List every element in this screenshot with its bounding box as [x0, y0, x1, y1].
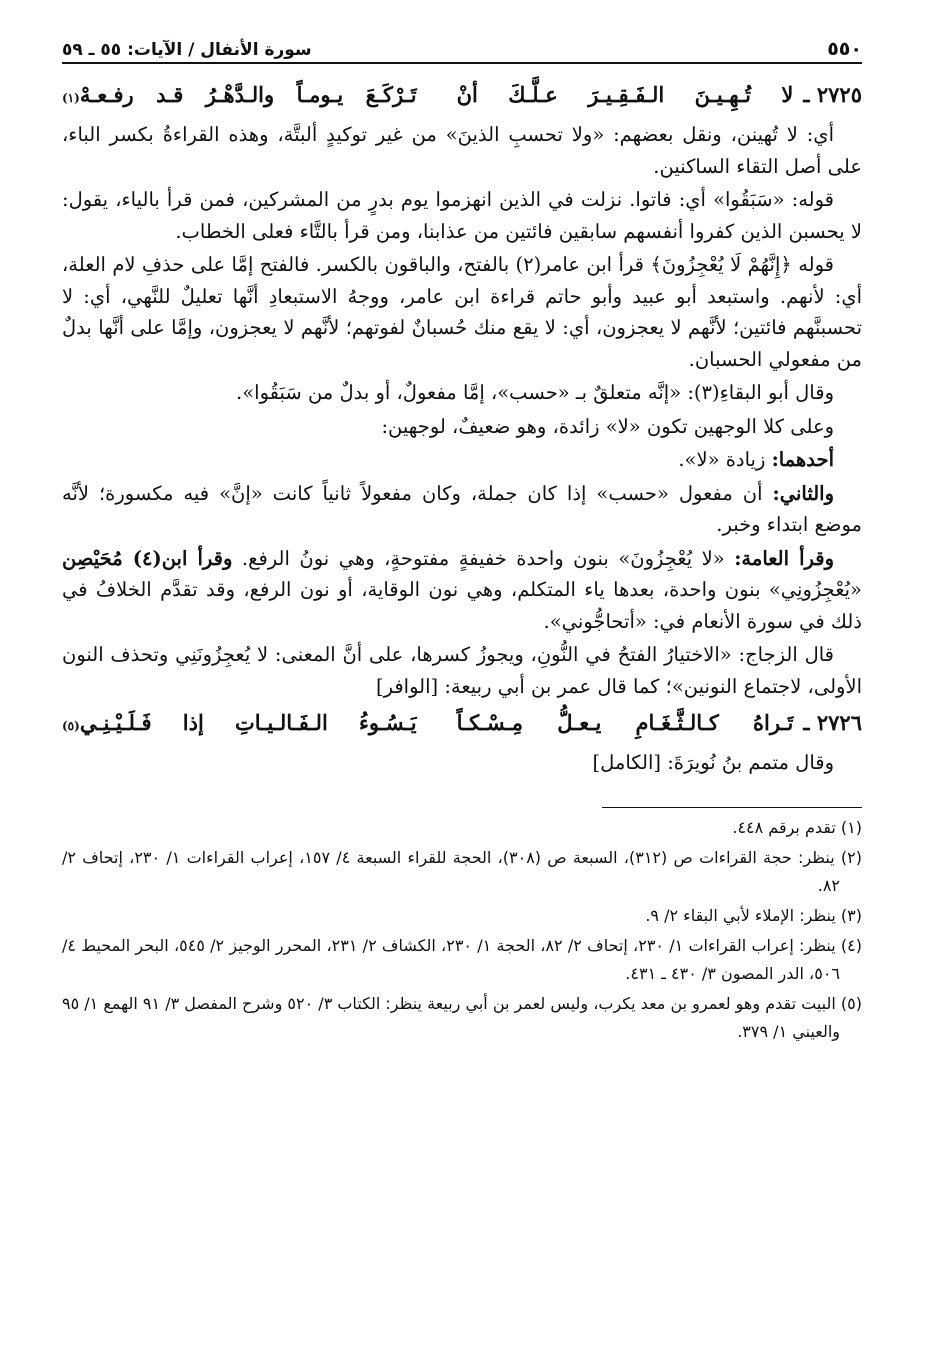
verse-hemistich-1: لا تُـهِـيـنَ الـفَـقِـيـرَ عـلَّـكَ أنْ	[456, 82, 794, 107]
verse-2726	[62, 706, 862, 743]
verse-number: ٢٧٢٥ ـ	[803, 82, 862, 107]
paragraph: قوله ﴿إِنَّهُمْ لَا يُعْجِزُونَ﴾ قرأ ابن عامر(٢) بالفتح، والباقون بالكسر. فالفتح إمَّا على حذفِ لام العلة، أي: لأنهم. واستبعد أبو عبيد وأبو حاتم قراءة ابن عامر، ووجهُ الاستبعادِ أنَّها تعليلٌ للنَّهي، أي: لا تحسبنَّهم فائتين؛ لأنَّهم لا يعجزون، أي: لا يقع منك حُسبانٌ لفوتهم؛ لأنَّهم لا يعجزون، وإمَّا على أنَّها بدلٌ من مفعولي الحسبان.	[62, 253, 862, 371]
paragraph-label: وقرأ العامة:	[734, 546, 835, 570]
footnote: (٥) البيت تقدم وهو لعمرو بن معد يكرب، وليس لعمر بن أبي ربيعة ينظر: الكتاب ٣/ ٥٢٠ وشرح المفصل ٣/ ٩١ الهمع ١/ ٩٥ والعيني ١/ ٣٧٩.	[62, 993, 862, 1041]
page-header	[62, 30, 862, 64]
footnotes	[62, 814, 862, 1046]
footnote-divider	[602, 807, 862, 808]
footnote: (٢) ينظر: حجة القراءات ص (٣١٢)، السبعة ص (٣٠٨)، الحجة للقراء السبعة ٤/ ١٥٧، إعراب القراءات ١/ ٢٣٠، إتحاف ٢/ ٨٢.	[62, 847, 863, 895]
paragraph: قال الزجاج: «الاختيارُ الفتحُ في النُّونِ، ويجوزُ كسرها، على أنَّ المعنى: لا يُعجِزُونَنِي وتحذف النون الأولى، لاجتماع النونين»؛ كما قال عمر بن أبي ربيعة: [الوافر]	[62, 643, 862, 698]
paragraph: وعلى كلا الوجهين تكون «لا» زائدة، وهو ضعيفٌ، لوجهين:	[381, 414, 834, 438]
paragraph: أي: لا تُهينن، ونقل بعضهم: «ولا تحسبِ الذينَ» من غير توكيدٍ ألبتَّة، وهذه القراءةُ بكسر الباء، على أصل التقاء الساكنين.	[62, 123, 862, 178]
verse-hemistich-1: تَـراهُ كـالـثَّـغَـامِ يـعـلُّ مِـسْـكـاً	[456, 710, 794, 735]
footnote-ref: (١)	[61, 91, 80, 105]
paragraph: وقال أبو البقاءِ(٣): «إنَّه متعلقٌ بـ «حسب»، إمَّا مفعولٌ، أو بدلٌ من سَبَقُوا».	[236, 381, 834, 404]
footnote: (١) تقدم برقم ٤٤٨.	[732, 817, 862, 837]
paragraph	[62, 543, 862, 638]
running-title: سورة الأنفال / الآيات: ٥٥ ـ ٥٩	[62, 40, 312, 60]
footnote: (٤) ينظر: إعراب القراءات ١/ ٢٣٠، إتحاف ٢/ ٨٢، الحجة ١/ ٢٣٠، الكشاف ٢/ ٢٣١، المحرر الوجيز ٢/ ٥٤٥، البحر المحيط ٤/ ٥٠٦، الدر المصون ٣/ ٤٣٠ ـ ٤٣١.	[62, 935, 862, 983]
verse-number: ٢٧٢٦ ـ	[803, 710, 862, 735]
verse-hemistich-2: يَـسُـوءُ الـفَـالـيـاتِ إذا فَـلَـيْـنِـي	[79, 710, 417, 735]
page-number: ٥٥٠	[827, 38, 862, 60]
footnote-ref: (٥)	[61, 719, 80, 733]
paragraph-text: زيادة «لا».	[678, 448, 766, 471]
paragraph: وقال متمم بنُ نُويرَةَ: [الكامل]	[592, 751, 834, 774]
footnote: (٣) ينظر: الإملاء لأبي البقاء ٢/ ٩.	[645, 905, 862, 925]
paragraph	[62, 444, 862, 476]
document-page	[62, 30, 862, 1046]
paragraph: قوله: «سَبَقُوا» أي: فاتوا. نزلت في الذين انهزموا يوم بدرٍ من المشركين، فمن قرأ بالياء، يقول: لا يحسبن الذين كفروا أنفسهم سابقين فائتين من عذابنا، ومن قرأ بالتَّاء فعلى الخطاب.	[62, 188, 862, 243]
paragraph	[62, 478, 862, 541]
main-text	[62, 78, 862, 1046]
paragraph-label: أحدهما:	[771, 448, 834, 471]
paragraph-label: وقرأ ابن(٤) مُحَيْصِن	[62, 546, 233, 570]
paragraph-text: «لا يُعْجِزُونَ» بنون واحدة خفيفةٍ مفتوحةٍ، وهي نونُ الرفع.	[241, 546, 725, 570]
paragraph-label: والثاني:	[772, 481, 834, 505]
paragraph-text: «يُعْجِزُونِي» بنون واحدة، بعدها ياء المتكلم، وهي نون الوقاية، أو نون الرفع، وقد تقدَّم الخلافُ في ذلك في سورة الأنعام في: «أتحاجُّوني».	[62, 578, 862, 633]
paragraph-text: أن مفعول «حسب» إذا كان جملة، وكان مفعولاً ثانياً كانت «إنَّ» فيه مكسورة؛ لأنَّه موضع ابتداء وخبر.	[62, 481, 862, 536]
verse-hemistich-2: تَـرْكَـعَ يـومـاً والـدَّهْـرُ قـد رفـعـهْ	[79, 82, 417, 107]
verse-2725	[62, 78, 862, 115]
